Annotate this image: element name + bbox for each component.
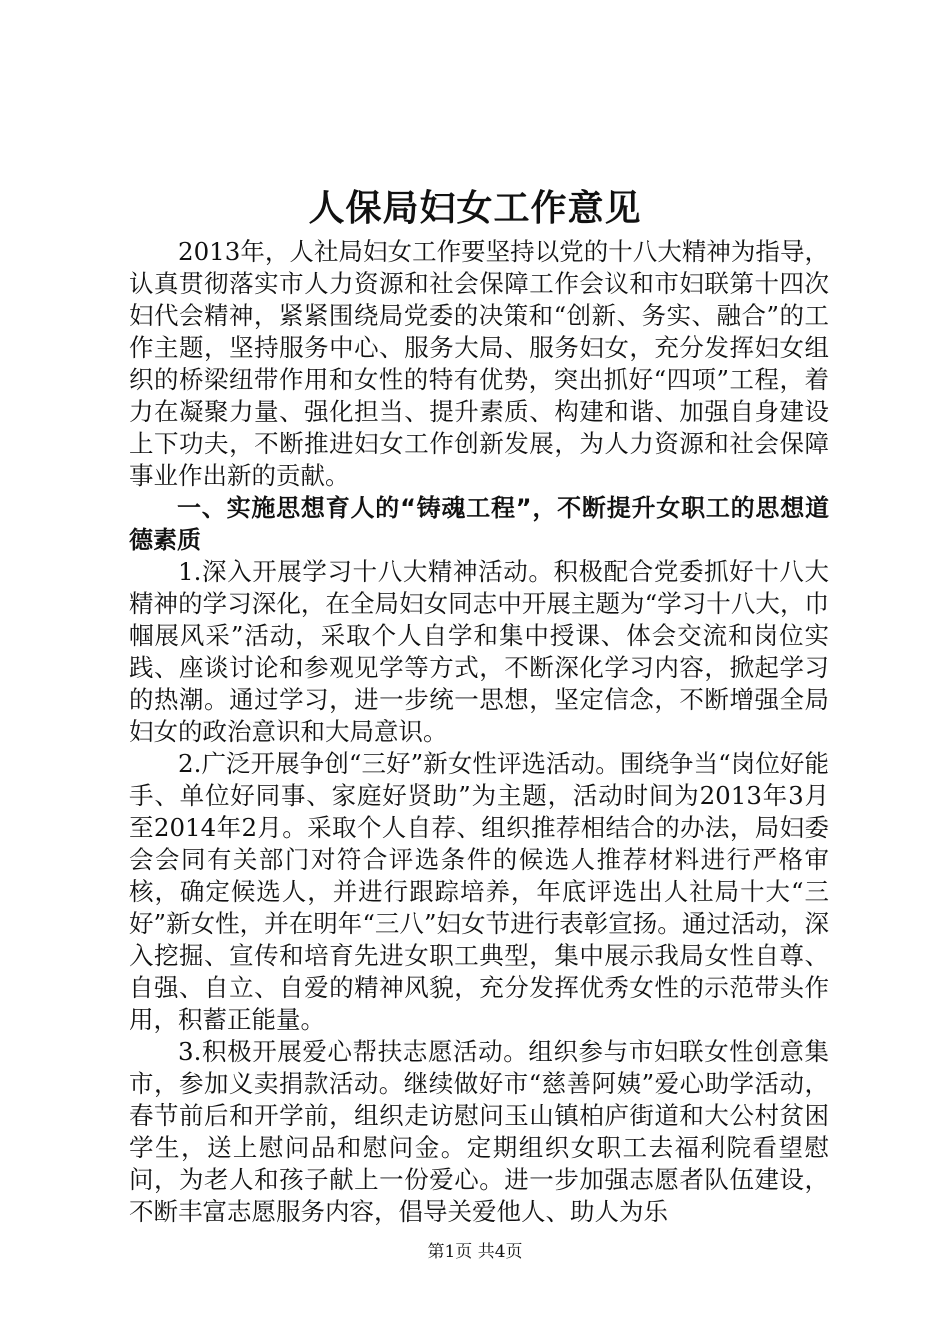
- section-heading: 一、实施思想育人的“铸魂工程”，不断提升女职工的思想道德素质: [129, 494, 829, 554]
- paragraph-item-1: 1.深入开展学习十八大精神活动。积极配合党委抓好十八大精神的学习深化，在全局妇女同志中开展主题为“学习十八大，巾帼展风采”活动，采取个人自学和集中授课、体会交流和岗位实践、座谈讨论和参观见学等方式，不断深化学习内容，掀起学习的热潮。通过学习，进一步统一思想，坚定信念，不断增强全局妇女的政治意识和大局意识。: [129, 557, 829, 746]
- paragraph-item-3: 3.积极开展爱心帮扶志愿活动。组织参与市妇联女性创意集市，参加义卖捐款活动。继续做好市“慈善阿姨”爱心助学活动，春节前后和开学前，组织走访慰问玉山镇柏庐街道和大公村贫困学生，送上慰问品和慰问金。定期组织女职工去福利院看望慰问，为老人和孩子献上一份爱心。进一步加强志愿者队伍建设，不断丰富志愿服务内容，倡导关爱他人、助人为乐: [129, 1037, 829, 1226]
- intro-paragraph: 2013年，人社局妇女工作要坚持以党的十八大精神为指导，认真贯彻落实市人力资源和社会保障工作会议和市妇联第十四次妇代会精神，紧紧围绕局党委的决策和“创新、务实、融合”的工作主题，坚持服务中心、服务大局、服务妇女，充分发挥妇女组织的桥梁纽带作用和女性的特有优势，突出抓好“四项”工程，着力在凝聚力量、强化担当、提升素质、构建和谐、加强自身建设上下功夫，不断推进妇女工作创新发展，为人力资源和社会保障事业作出新的贡献。: [129, 237, 829, 490]
- document-body: [129, 236, 829, 1228]
- paragraph-item-2: 2.广泛开展争创“三好”新女性评选活动。围绕争当“岗位好能手、单位好同事、家庭好贤助”为主题，活动时间为2013年3月至2014年2月。采取个人自荐、组织推荐相结合的办法，局妇委会会同有关部门对符合评选条件的候选人推荐材料进行严格审核，确定候选人，并进行跟踪培养，年底评选出人社局十大“三好”新女性，并在明年“三八”妇女节进行表彰宣扬。通过活动，深入挖掘、宣传和培育先进女职工典型，集中展示我局女性自尊、自强、自立、自爱的精神风貌，充分发挥优秀女性的示范带头作用，积蓄正能量。: [129, 749, 829, 1034]
- document-title: 人保局妇女工作意见: [308, 187, 642, 229]
- page-footer: 第1页 共4页: [427, 1242, 523, 1262]
